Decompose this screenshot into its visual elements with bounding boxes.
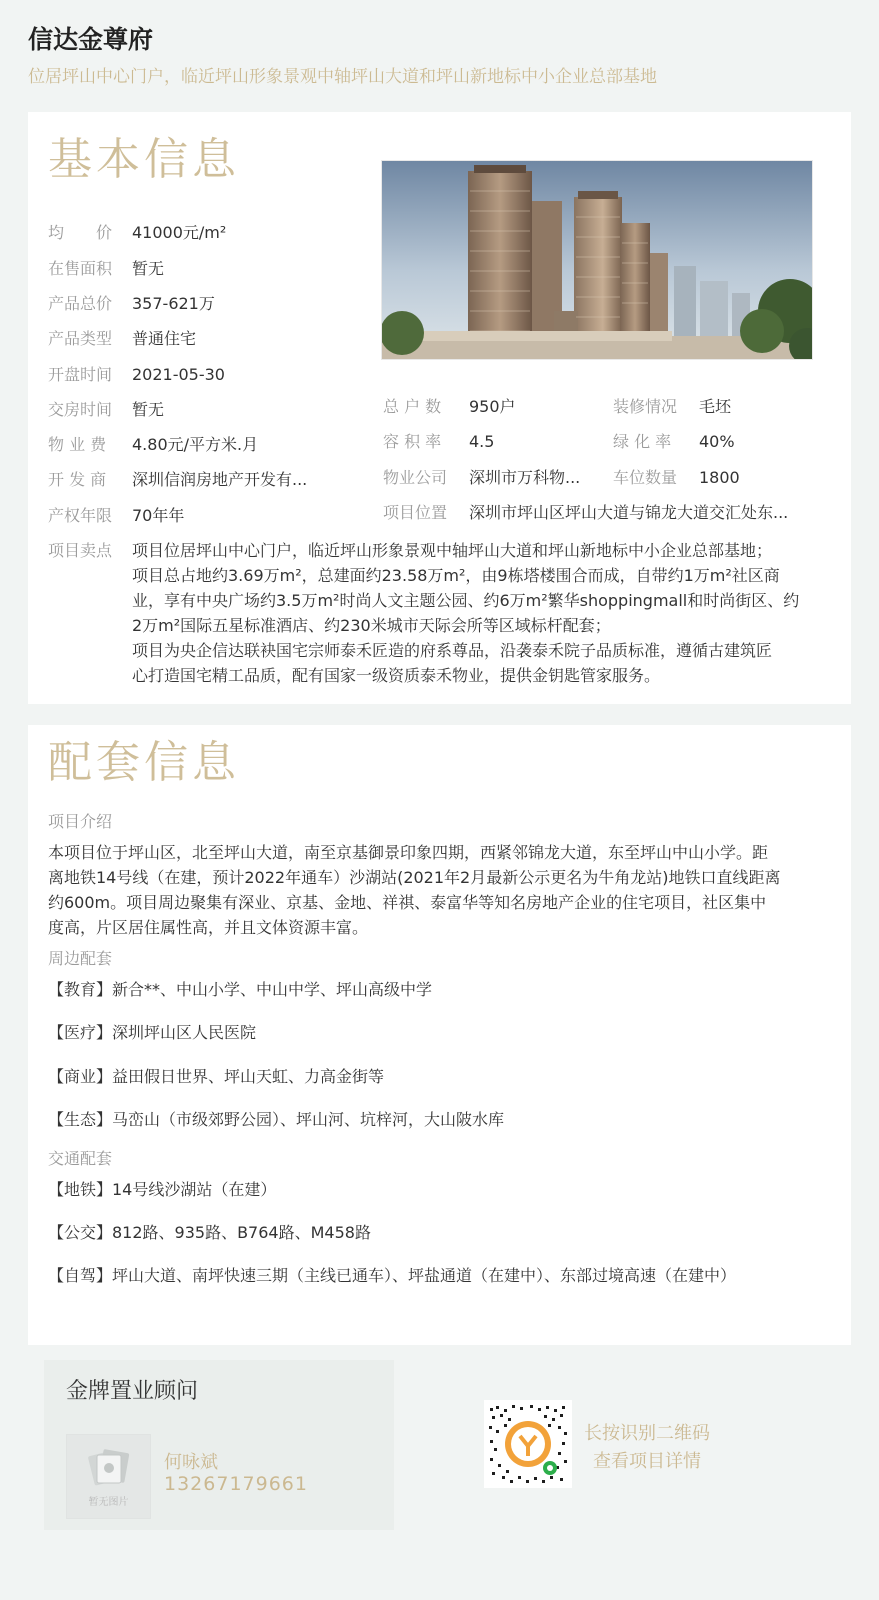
info-row-developer xyxy=(48,469,307,491)
selling-line: 项目总占地约3.69万m²，总建面约23.58万m²，由9栋塔楼围合而成，自带约1万m²社区商 xyxy=(132,566,780,585)
around-education: 【教育】新合**、中山小学、中山中学、坪山高级中学 xyxy=(48,980,433,999)
consultant-name: 何咏斌 xyxy=(164,1452,218,1473)
around-medical: 【医疗】深圳坪山区人民医院 xyxy=(48,1023,257,1042)
info-row-green-rate xyxy=(613,431,735,453)
info-row-open-date xyxy=(48,364,225,386)
basic-info-card xyxy=(28,112,851,704)
info-value: 4.5 xyxy=(469,432,495,451)
qr-code[interactable] xyxy=(484,1400,572,1488)
info-key: 产权年限 xyxy=(48,506,113,525)
section-title-basic: 基本信息 xyxy=(48,134,240,185)
section-title-facility: 配套信息 xyxy=(48,737,240,788)
page-header xyxy=(28,22,858,92)
info-value: 40% xyxy=(699,432,735,451)
selling-line: 项目位居坪山中心门户，临近坪山形象景观中轴坪山大道和坪山新地标中小企业总部基地； xyxy=(132,541,773,560)
building-rendering-image xyxy=(382,161,813,360)
info-row-property-company xyxy=(383,467,580,489)
info-key: 在售面积 xyxy=(48,259,113,278)
page-title: 信达金尊府 xyxy=(28,25,154,54)
info-row-parking xyxy=(613,467,740,489)
around-commerce: 【商业】益田假日世界、坪山天虹、力高金街等 xyxy=(48,1067,385,1086)
info-value: 深圳市万科物... xyxy=(469,468,581,487)
selling-line: 业，享有中央广场约3.5万m²时尚人文主题公园、约6万m²繁华shoppingmall和时尚街区、约 xyxy=(132,591,800,610)
qr-hint-line1: 长按识别二维码 xyxy=(584,1423,710,1444)
qr-code-icon xyxy=(484,1400,572,1488)
selling-line: 心打造国宅精工品质，配有国家一级资质泰禾物业，提供金钥匙管家服务。 xyxy=(132,666,661,685)
selling-line: 项目为央企信达联袂国宅宗师泰禾匠造的府系尊品，沿袭泰禾院子品质标准，遵循古建筑匠 xyxy=(132,641,773,660)
info-value: 暂无 xyxy=(132,259,165,278)
intro-line: 本项目位于坪山区，北至坪山大道，南至京基御景印象四期，西紧邻锦龙大道，东至坪山中山小学。距 xyxy=(48,843,769,862)
info-row-delivery-date xyxy=(48,399,164,421)
info-row-property-term xyxy=(48,505,184,527)
info-row-location[interactable] xyxy=(383,502,788,524)
info-row-product-type xyxy=(48,328,196,350)
selling-points-label: 项目卖点 xyxy=(48,541,113,560)
traffic-metro: 【地铁】14号线沙湖站（在建） xyxy=(48,1180,277,1199)
traffic-bus: 【公交】812路、935路、B764路、M458路 xyxy=(48,1223,371,1242)
avatar-caption: 暂无图片 xyxy=(88,1497,129,1508)
info-key: 交房时间 xyxy=(48,400,113,419)
around-ecology: 【生态】马峦山（市级郊野公园）、坪山河、坑梓河，大山陂水库 xyxy=(48,1110,505,1129)
traffic-drive: 【自驾】坪山大道、南坪快速三期（主线已通车）、坪盐通道（在建中）、东部过境高速（在建中） xyxy=(48,1266,737,1285)
info-key: 产品类型 xyxy=(48,329,113,348)
traffic-label: 交通配套 xyxy=(48,1149,113,1168)
info-value: 70年年 xyxy=(132,506,185,525)
info-row-decoration xyxy=(613,396,731,418)
info-row-sale-area xyxy=(48,258,164,280)
intro-label: 项目介绍 xyxy=(48,812,113,831)
info-key: 装修情况 xyxy=(613,397,678,416)
consultant-phone[interactable]: 13267179661 xyxy=(164,1473,308,1495)
info-value: 暂无 xyxy=(132,400,165,419)
project-photo[interactable] xyxy=(381,160,813,360)
info-value: 4.80元/平方米.月 xyxy=(132,435,259,454)
selling-points-text xyxy=(132,538,838,688)
info-key: 绿 化 率 xyxy=(613,432,672,451)
qr-hint xyxy=(584,1420,710,1476)
info-key: 均 价 xyxy=(48,223,113,242)
info-row-price xyxy=(48,222,226,244)
info-key: 总 户 数 xyxy=(383,397,442,416)
selling-points xyxy=(48,538,838,688)
info-value: 950户 xyxy=(469,397,516,416)
consultant-card xyxy=(44,1360,394,1530)
info-key: 物业公司 xyxy=(383,468,448,487)
avatar xyxy=(66,1434,151,1519)
info-key: 容 积 率 xyxy=(383,432,442,451)
info-row-plot-ratio xyxy=(383,431,494,453)
info-value: 毛坯 xyxy=(699,397,732,416)
info-row-total-price xyxy=(48,293,215,315)
qr-hint-line2: 查看项目详情 xyxy=(593,1451,701,1472)
intro-text xyxy=(48,840,838,940)
intro-line: 约600m。项目周边聚集有深业、京基、金地、祥祺、泰富华等知名房地产企业的住宅项目，社区集中 xyxy=(48,893,767,912)
info-key: 车位数量 xyxy=(613,468,678,487)
facility-info-card xyxy=(28,725,851,1345)
info-value: 357-621万 xyxy=(132,294,215,313)
consultant-title: 金牌置业顾问 xyxy=(66,1379,199,1404)
selling-line: 2万m²国际五星标准酒店、约230米城市天际会所等区域标杆配套； xyxy=(132,616,611,635)
info-value: 深圳市坪山区坪山大道与锦龙大道交汇处东... xyxy=(469,503,789,522)
info-value: 2021-05-30 xyxy=(132,365,225,384)
info-key: 产品总价 xyxy=(48,294,113,313)
info-key: 开盘时间 xyxy=(48,365,113,384)
info-key: 项目位置 xyxy=(383,503,448,522)
info-value: 普通住宅 xyxy=(132,329,197,348)
info-key: 开 发 商 xyxy=(48,470,107,489)
around-label: 周边配套 xyxy=(48,949,113,968)
info-value: 深圳信润房地产开发有... xyxy=(132,470,308,489)
info-value: 41000元/m² xyxy=(132,223,227,242)
info-row-property-fee xyxy=(48,434,258,456)
info-row-households xyxy=(383,396,516,418)
intro-line: 离地铁14号线（在建，预计2022年通车）沙湖站(2021年2月最新公示更名为牛角龙站)地铁口直线距离 xyxy=(48,868,781,887)
intro-line: 度高，片区居住属性高，并且文体资源丰富。 xyxy=(48,918,369,937)
page-subtitle: 位居坪山中心门户，临近坪山形象景观中轴坪山大道和坪山新地标中小企业总部基地 xyxy=(28,67,657,87)
info-key: 物 业 费 xyxy=(48,435,107,454)
info-value: 1800 xyxy=(699,468,740,487)
